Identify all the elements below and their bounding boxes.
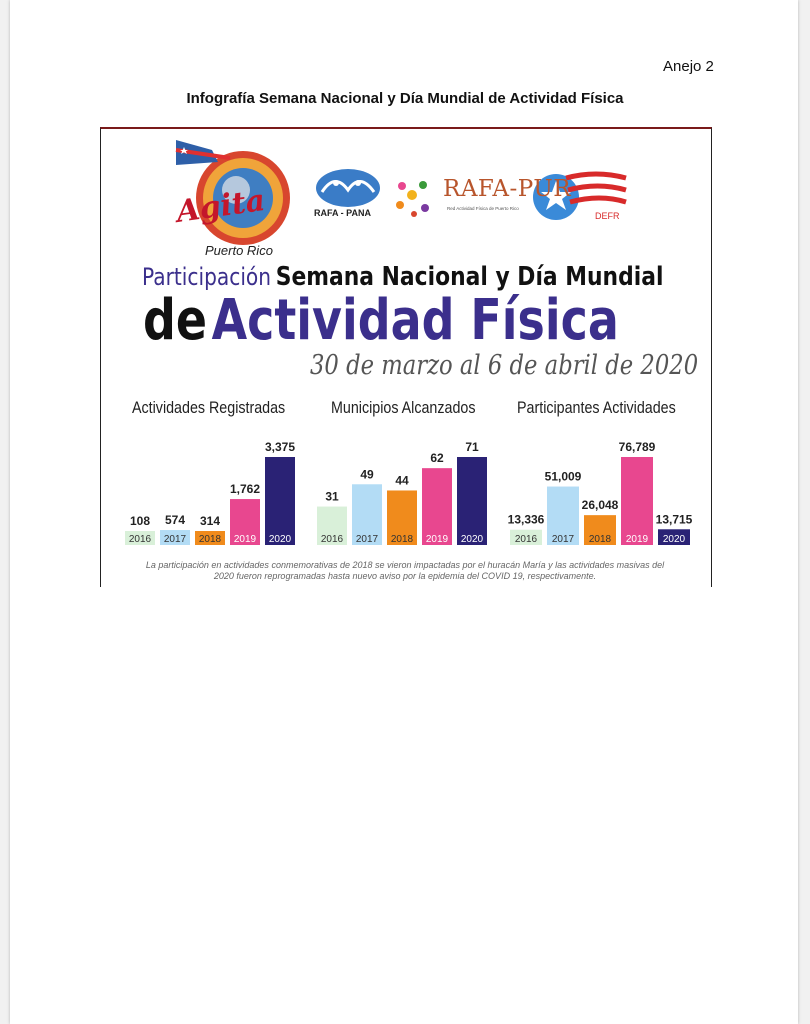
bar-value-label: 1,762 bbox=[229, 482, 261, 497]
bar-year-label: 2018 bbox=[588, 534, 612, 545]
bar-year-label: 2017 bbox=[551, 534, 575, 545]
bar-year-label: 2020 bbox=[268, 534, 292, 545]
bar-value-label: 108 bbox=[129, 514, 151, 528]
agita-caption: Puerto Rico bbox=[205, 243, 273, 258]
footnote: La participación en actividades conmemorativas de 2018 se vieron impactadas por el huracán María y las actividades masivas del 2020 fueron reprogramadas hasta nuevo aviso por la epidemia del COVID 19, respectivamente. bbox=[145, 560, 665, 581]
bar-value-label: 51,009 bbox=[544, 469, 582, 484]
bar-year-label: 2016 bbox=[320, 534, 344, 545]
bar-year-label: 2016 bbox=[514, 534, 538, 545]
bar-value-label: 3,375 bbox=[264, 440, 296, 454]
bar-value-label: 13,336 bbox=[507, 512, 545, 527]
chart-title-municipios: Municipios Alcanzados bbox=[331, 398, 476, 417]
rafa-pur-subtitle: Red Actividad Física de Puerto Rico bbox=[447, 206, 519, 211]
bar-1-2020 bbox=[457, 457, 487, 545]
headline-de: de bbox=[143, 288, 208, 353]
bar-value-label: 314 bbox=[199, 514, 221, 528]
bar-value-label: 574 bbox=[164, 513, 186, 528]
chart-title-actividades: Actividades Registradas bbox=[132, 398, 286, 417]
bar-year-label: 2018 bbox=[198, 534, 222, 545]
bar-year-label: 2017 bbox=[355, 534, 379, 545]
bar-value-label: 49 bbox=[360, 467, 374, 482]
bar-year-label: 2020 bbox=[662, 534, 686, 545]
bar-year-label: 2017 bbox=[163, 534, 187, 545]
headline-dates: 30 de marzo al 6 de abril de 2020 bbox=[310, 350, 699, 381]
document-title: Infografía Semana Nacional y Día Mundial de Actividad Física bbox=[186, 90, 624, 107]
headline-actividad-fisica: Actividad Física bbox=[211, 288, 619, 353]
bar-value-label: 26,048 bbox=[581, 498, 619, 513]
rafa-pur-label: RAFA-PUR bbox=[443, 176, 572, 202]
bar-year-label: 2016 bbox=[128, 534, 152, 545]
bar-2-2019 bbox=[621, 457, 653, 545]
bar-year-label: 2019 bbox=[625, 534, 649, 545]
chart-title-participantes: Participantes Actividades bbox=[517, 398, 676, 417]
rafa-pana-label: RAFA - PANA bbox=[314, 208, 371, 218]
annex-label: Anejo 2 bbox=[663, 58, 714, 75]
bar-value-label: 71 bbox=[465, 440, 479, 454]
bar-value-label: 44 bbox=[395, 473, 409, 488]
agita-script-text: Agita bbox=[174, 182, 268, 230]
bar-value-label: 31 bbox=[325, 489, 339, 504]
bar-year-label: 2020 bbox=[460, 534, 484, 545]
bar-0-2020 bbox=[265, 457, 295, 545]
defr-text: DEFR bbox=[595, 211, 620, 221]
bar-year-label: 2019 bbox=[425, 534, 449, 545]
bar-value-label: 13,715 bbox=[655, 512, 693, 527]
bar-year-label: 2019 bbox=[233, 534, 257, 545]
bar-value-label: 76,789 bbox=[618, 440, 656, 454]
headline-participacion: Participación bbox=[142, 263, 272, 291]
headline-semana: Semana Nacional y Día Mundial bbox=[275, 262, 664, 292]
bar-year-label: 2018 bbox=[390, 534, 414, 545]
bar-value-label: 62 bbox=[430, 451, 444, 466]
